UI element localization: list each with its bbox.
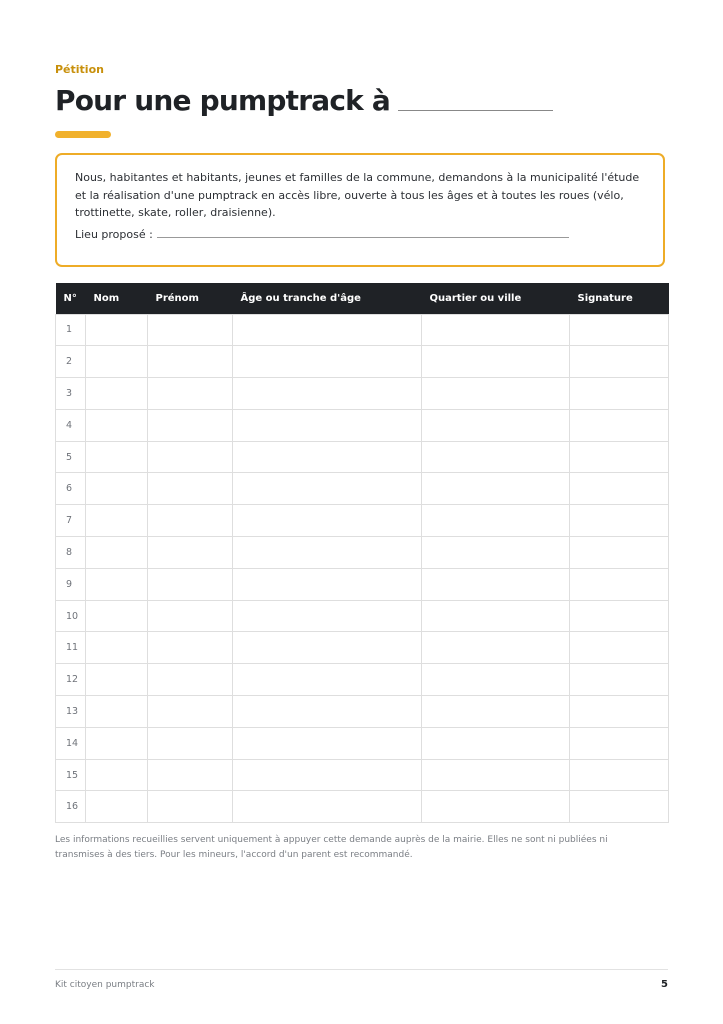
nom-cell[interactable] bbox=[86, 759, 148, 791]
age-cell[interactable] bbox=[233, 473, 422, 505]
age-cell[interactable] bbox=[233, 409, 422, 441]
row-number: 14 bbox=[56, 727, 86, 759]
page-eyebrow: Pétition bbox=[55, 63, 104, 76]
nom-cell[interactable] bbox=[86, 568, 148, 600]
row-number: 8 bbox=[56, 537, 86, 569]
age-cell[interactable] bbox=[233, 600, 422, 632]
prenom-cell[interactable] bbox=[148, 346, 233, 378]
prenom-cell[interactable] bbox=[148, 727, 233, 759]
intro-box bbox=[55, 153, 665, 267]
age-cell[interactable] bbox=[233, 505, 422, 537]
row-number: 13 bbox=[56, 696, 86, 728]
table-row bbox=[56, 314, 669, 346]
nom-cell[interactable] bbox=[86, 346, 148, 378]
nom-cell[interactable] bbox=[86, 632, 148, 664]
row-number: 11 bbox=[56, 632, 86, 664]
quartier-cell[interactable] bbox=[422, 537, 570, 569]
signature-cell[interactable] bbox=[570, 632, 669, 664]
row-number: 9 bbox=[56, 568, 86, 600]
prenom-cell[interactable] bbox=[148, 505, 233, 537]
quartier-cell[interactable] bbox=[422, 632, 570, 664]
age-cell[interactable] bbox=[233, 696, 422, 728]
table-header-row bbox=[56, 283, 669, 314]
age-cell[interactable] bbox=[233, 568, 422, 600]
signature-cell[interactable] bbox=[570, 696, 669, 728]
title-blank-line bbox=[398, 110, 553, 111]
nom-cell[interactable] bbox=[86, 791, 148, 823]
nom-cell[interactable] bbox=[86, 378, 148, 410]
signature-table bbox=[55, 283, 669, 823]
row-number: 7 bbox=[56, 505, 86, 537]
age-cell[interactable] bbox=[233, 346, 422, 378]
quartier-cell[interactable] bbox=[422, 441, 570, 473]
quartier-cell[interactable] bbox=[422, 727, 570, 759]
table-row bbox=[56, 759, 669, 791]
footer-title: Kit citoyen pumptrack bbox=[55, 980, 155, 990]
column-header-number: N° bbox=[56, 283, 86, 314]
table-row bbox=[56, 696, 669, 728]
table-row bbox=[56, 441, 669, 473]
lieu-row bbox=[75, 228, 645, 241]
nom-cell[interactable] bbox=[86, 505, 148, 537]
accent-bar bbox=[55, 131, 111, 138]
table-row bbox=[56, 346, 669, 378]
nom-cell[interactable] bbox=[86, 537, 148, 569]
lieu-blank-line bbox=[157, 237, 569, 238]
quartier-cell[interactable] bbox=[422, 600, 570, 632]
nom-cell[interactable] bbox=[86, 696, 148, 728]
signature-cell[interactable] bbox=[570, 441, 669, 473]
signature-cell[interactable] bbox=[570, 409, 669, 441]
prenom-cell[interactable] bbox=[148, 568, 233, 600]
row-number: 3 bbox=[56, 378, 86, 410]
row-number: 5 bbox=[56, 441, 86, 473]
prenom-cell[interactable] bbox=[148, 441, 233, 473]
lieu-label: Lieu proposé : bbox=[75, 227, 153, 241]
nom-cell[interactable] bbox=[86, 473, 148, 505]
prenom-cell[interactable] bbox=[148, 409, 233, 441]
signature-cell[interactable] bbox=[570, 664, 669, 696]
nom-cell[interactable] bbox=[86, 664, 148, 696]
quartier-cell[interactable] bbox=[422, 791, 570, 823]
signature-cell[interactable] bbox=[570, 727, 669, 759]
age-cell[interactable] bbox=[233, 791, 422, 823]
prenom-cell[interactable] bbox=[148, 759, 233, 791]
prenom-cell[interactable] bbox=[148, 664, 233, 696]
table-row bbox=[56, 409, 669, 441]
table-row bbox=[56, 537, 669, 569]
signature-cell[interactable] bbox=[570, 473, 669, 505]
signature-cell[interactable] bbox=[570, 346, 669, 378]
prenom-cell[interactable] bbox=[148, 537, 233, 569]
table-row bbox=[56, 632, 669, 664]
prenom-cell[interactable] bbox=[148, 378, 233, 410]
row-number: 4 bbox=[56, 409, 86, 441]
age-cell[interactable] bbox=[233, 378, 422, 410]
table-row bbox=[56, 505, 669, 537]
age-cell[interactable] bbox=[233, 314, 422, 346]
table-row bbox=[56, 727, 669, 759]
quartier-cell[interactable] bbox=[422, 409, 570, 441]
prenom-cell[interactable] bbox=[148, 696, 233, 728]
quartier-cell[interactable] bbox=[422, 346, 570, 378]
row-number: 10 bbox=[56, 600, 86, 632]
prenom-cell[interactable] bbox=[148, 314, 233, 346]
quartier-cell[interactable] bbox=[422, 378, 570, 410]
signature-cell[interactable] bbox=[570, 537, 669, 569]
row-number: 6 bbox=[56, 473, 86, 505]
column-header-age: Âge ou tranche d'âge bbox=[233, 283, 422, 314]
signature-cell[interactable] bbox=[570, 791, 669, 823]
column-header-nom: Nom bbox=[86, 283, 148, 314]
prenom-cell[interactable] bbox=[148, 600, 233, 632]
table-row bbox=[56, 378, 669, 410]
prenom-cell[interactable] bbox=[148, 791, 233, 823]
age-cell[interactable] bbox=[233, 441, 422, 473]
signature-cell[interactable] bbox=[570, 568, 669, 600]
quartier-cell[interactable] bbox=[422, 314, 570, 346]
nom-cell[interactable] bbox=[86, 727, 148, 759]
quartier-cell[interactable] bbox=[422, 505, 570, 537]
nom-cell[interactable] bbox=[86, 409, 148, 441]
nom-cell[interactable] bbox=[86, 600, 148, 632]
prenom-cell[interactable] bbox=[148, 473, 233, 505]
column-header-quartier: Quartier ou ville bbox=[422, 283, 570, 314]
age-cell[interactable] bbox=[233, 759, 422, 791]
signature-cell[interactable] bbox=[570, 505, 669, 537]
quartier-cell[interactable] bbox=[422, 664, 570, 696]
quartier-cell[interactable] bbox=[422, 696, 570, 728]
age-cell[interactable] bbox=[233, 632, 422, 664]
row-number: 15 bbox=[56, 759, 86, 791]
page-title: Pour une pumptrack à bbox=[55, 84, 390, 117]
quartier-cell[interactable] bbox=[422, 568, 570, 600]
table-row bbox=[56, 791, 669, 823]
column-header-signature: Signature bbox=[570, 283, 669, 314]
prenom-cell[interactable] bbox=[148, 632, 233, 664]
signature-cell[interactable] bbox=[570, 378, 669, 410]
footer-divider bbox=[55, 969, 668, 970]
footnote: Les informations recueillies servent uniquement à appuyer cette demande auprès de la mairie. Elles ne sont ni publiées ni transmises à des tiers. Pour les mineurs, l'accord d'un parent est recommandé. bbox=[55, 835, 608, 860]
column-header-prenom: Prénom bbox=[148, 283, 233, 314]
table-row bbox=[56, 600, 669, 632]
table-row bbox=[56, 568, 669, 600]
nom-cell[interactable] bbox=[86, 441, 148, 473]
age-cell[interactable] bbox=[233, 727, 422, 759]
title-row bbox=[55, 84, 655, 118]
age-cell[interactable] bbox=[233, 664, 422, 696]
table-row bbox=[56, 664, 669, 696]
row-number: 16 bbox=[56, 791, 86, 823]
age-cell[interactable] bbox=[233, 537, 422, 569]
intro-text: Nous, habitantes et habitants, jeunes et familles de la commune, demandons à la municipalité l'étude et la réalisation d'une pumptrack en accès libre, ouverte à tous les âges et à toutes les roues (vélo, trottinette, skate, roller, draisienne). bbox=[75, 171, 640, 219]
signature-cell[interactable] bbox=[570, 759, 669, 791]
quartier-cell[interactable] bbox=[422, 473, 570, 505]
signature-cell[interactable] bbox=[570, 600, 669, 632]
page-number: 5 bbox=[661, 979, 668, 990]
signature-cell[interactable] bbox=[570, 314, 669, 346]
row-number: 2 bbox=[56, 346, 86, 378]
row-number: 12 bbox=[56, 664, 86, 696]
table-row bbox=[56, 473, 669, 505]
nom-cell[interactable] bbox=[86, 314, 148, 346]
row-number: 1 bbox=[56, 314, 86, 346]
quartier-cell[interactable] bbox=[422, 759, 570, 791]
